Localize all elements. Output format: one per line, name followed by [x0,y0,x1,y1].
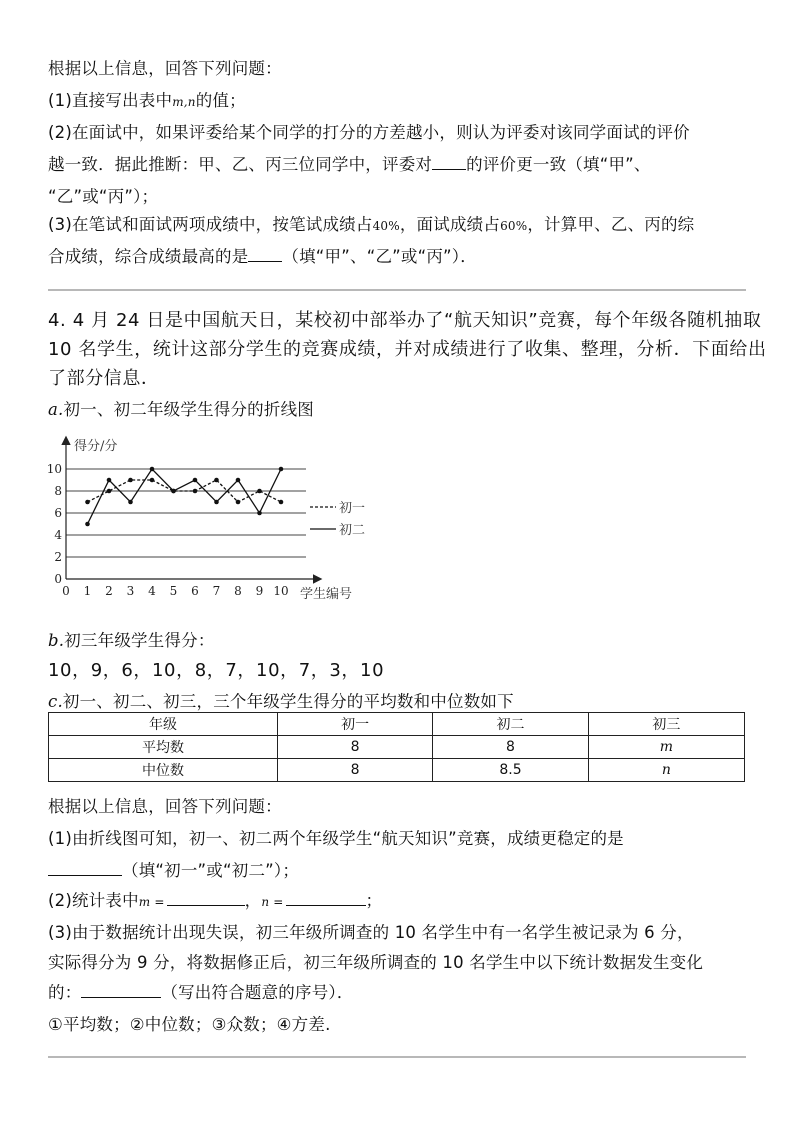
divider [48,1056,746,1058]
part1-question-2-line1: (2)在面试中，如果评委给某个同学的打分的方差越小，则认为评委对该同学面试的评价 [48,123,690,142]
x-tick-label: 9 [255,584,264,598]
table-cell: 8 [277,759,432,782]
data-point [236,478,241,483]
chart-series [85,467,283,527]
x-tick-label: 7 [212,584,221,598]
table-cell: 中位数 [49,759,278,782]
table-cell: 8.5 [433,759,588,782]
problem4-question-2: (2)统计表中m = ，n = ； [48,891,383,910]
problem4-question-3-line3: 的： （写出符合题意的序号）． [48,983,354,1002]
table-header-cell: 年级 [49,713,278,736]
answer-blank-n[interactable] [286,889,366,906]
data-point [150,467,155,472]
y-tick-label: 10 [46,462,62,476]
grade3-scores: 10，9，6，10，8，7，10，7，3，10 [48,660,385,681]
data-point [236,500,241,505]
data-point [214,500,219,505]
table-header-cell: 初二 [433,713,588,736]
line-chart [46,434,392,606]
part1-question-2-line2: 越一致．据此推断：甲、乙、丙三位同学中，评委对 的评价更一致（填“甲”、 [48,155,651,174]
problem4-stem-line1: 4. 4 月 24 日是中国航天日，某校初中部举办了“航天知识”竞赛，每个年级各随机抽取 [48,310,762,331]
problem4-intro: 根据以上信息，回答下列问题： [48,797,282,816]
x-tick-label: 5 [169,584,178,598]
y-tick-label: 4 [54,528,62,542]
part1-question-1: (1)直接写出表中m,n的值； [48,91,246,110]
problem4-stem-line3: 了部分信息． [48,368,160,389]
problem4-question-3-line1: (3)由于数据统计出现失误，初三年级所调查的 10 名学生中有一名学生被记录为 6 分， [48,923,694,942]
data-point [150,478,155,483]
part1-intro: 根据以上信息，回答下列问题： [48,59,282,78]
part1-question-2-line3: “乙”或“丙”）； [48,187,159,206]
x-axis-label: 学生编号 [300,587,353,602]
problem4-question-1-line1: (1)由折线图可知，初一、初二两个年级学生“航天知识”竞赛，成绩更稳定的是 [48,829,624,848]
y-axis-label: 得分/分 [74,439,118,454]
chart-legend [310,501,365,538]
x-tick-label: 2 [105,584,113,598]
problem4-question-3-line2: 实际得分为 9 分，将数据修正后，初三年级所调查的 10 名学生中以下统计数据发生变化 [48,953,704,972]
legend-label: 初一 [339,501,366,516]
data-point [214,478,219,483]
info-a-label: a.初一、初二年级学生得分的折线图 [48,400,314,419]
stats-table [48,712,745,782]
divider [48,289,746,291]
x-tick-label: 10 [273,584,289,598]
data-point [85,522,90,527]
x-tick-label: 6 [191,584,199,598]
table-row [49,736,745,759]
data-point [257,511,262,516]
series-line-2 [88,469,282,524]
legend-label: 初二 [339,523,366,538]
problem4-options: ①平均数；②中位数；③众数；④方差. [48,1015,331,1034]
table-cell: 8 [433,736,588,759]
table-header-row [49,713,745,736]
answer-blank-m[interactable] [167,889,245,906]
y-tick-label: 8 [54,484,62,498]
chart-grid [66,469,306,557]
problem4-question-1-line2: （填“初一”或“初二”）； [48,857,299,881]
x-tick-label: 0 [62,584,70,598]
data-point [107,489,112,494]
y-tick-label: 6 [54,506,62,520]
x-tick-label: 8 [234,584,242,598]
table-cell: 8 [277,736,432,759]
data-point [193,489,198,494]
problem4-stem-line2: 10 名学生，统计这部分学生的竞赛成绩，并对成绩进行了收集、整理，分析．下面给出 [48,339,767,360]
data-point [128,478,133,483]
table-cell: 平均数 [49,736,278,759]
table-row [49,759,745,782]
x-tick-label: 1 [83,584,92,598]
data-point [85,500,90,505]
table-header-cell: 初一 [277,713,432,736]
data-point [279,467,284,472]
answer-blank[interactable] [48,859,122,876]
table-cell: n [588,759,744,782]
chart-ticks [47,462,289,598]
info-c-label: c.初一、初二、初三，三个年级学生得分的平均数和中位数如下 [48,692,514,711]
part1-question-3-line1: (3)在笔试和面试两项成绩中，按笔试成绩占40%，面试成绩占60%，计算甲、乙、丙的综 [48,215,695,234]
info-b-label: b.初三年级学生得分： [48,631,215,650]
data-point [193,478,198,483]
part1-question-3-line2: 合成绩，综合成绩最高的是 （填“甲”、“乙”或“丙”）． [48,247,477,266]
answer-blank[interactable] [81,981,161,998]
table-header-cell: 初三 [588,713,744,736]
data-point [171,489,176,494]
data-point [257,489,262,494]
answer-blank[interactable] [248,245,282,262]
table-cell: m [588,736,744,759]
data-point [128,500,133,505]
y-tick-label: 0 [54,572,62,586]
x-tick-label: 4 [148,584,156,598]
data-point [107,478,112,483]
data-point [279,500,284,505]
x-tick-label: 3 [126,584,135,598]
answer-blank[interactable] [432,153,466,170]
y-tick-label: 2 [54,550,62,564]
